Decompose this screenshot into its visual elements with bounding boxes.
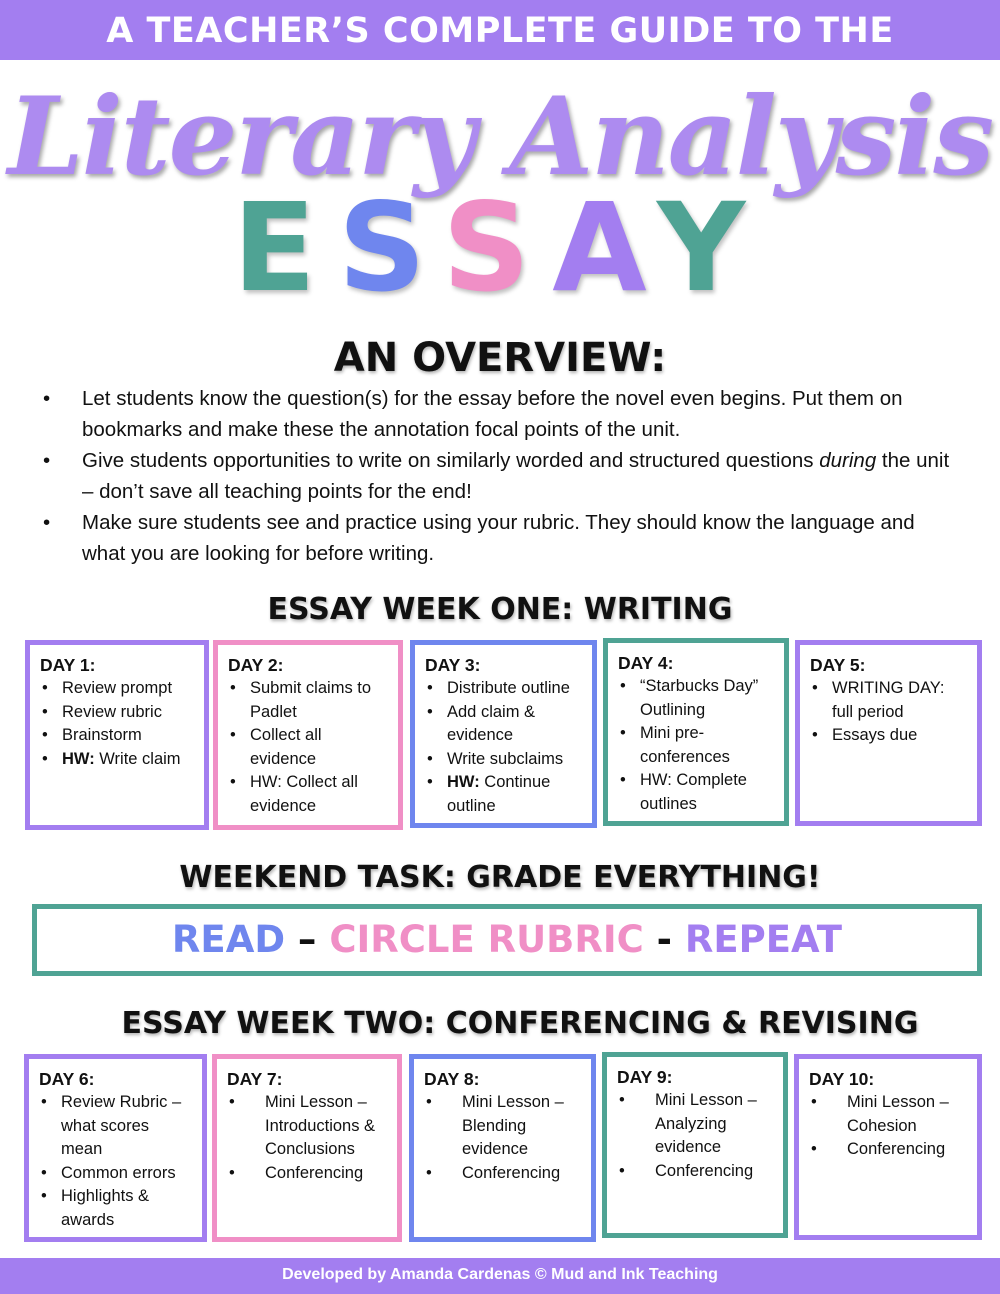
day-card-6 [24,1054,207,1242]
day-card-5 [795,640,982,826]
day-task: • Common errors [39,1162,192,1186]
top-banner: A TEACHER’S COMPLETE GUIDE TO THE [0,0,1000,60]
day-task: • HW: Write claim [40,748,194,772]
day-task: • Review rubric [40,701,194,725]
day-card-10 [794,1054,982,1240]
day-task: • Brainstorm [40,724,194,748]
repeat-label: REPEAT [684,918,843,961]
day-title: DAY 6: [39,1069,95,1089]
overview-item [40,383,950,445]
day-task-list [810,677,967,748]
day-task-list [228,677,388,818]
day-card-8 [409,1054,596,1242]
bullet-icon: • [41,1187,47,1205]
day-task-list [425,677,582,818]
day-task: • WRITING DAY: full period [812,679,945,721]
day-card-4 [603,638,789,826]
bullet-icon: • [427,702,433,721]
essay-letter: Y [657,177,768,319]
bullet-icon: • [43,387,51,410]
day-task: • Distribute outline [425,677,582,701]
day-title: DAY 10: [809,1069,875,1089]
day-task: • Mini Lesson – Analyzing evidence [619,1091,757,1156]
bullet-icon: • [229,1163,235,1182]
day-task-list [618,675,774,816]
day-task-list [617,1089,773,1183]
bullet-icon: • [43,449,51,472]
essay-letter: A [552,177,657,319]
bullet-icon: • [42,702,48,721]
overview-text: Give students opportunities to write on similarly worded and structured questions [82,449,820,472]
day-task: • Collect all evidence [230,726,322,768]
dash-separator: - [643,918,685,961]
day-title: DAY 4: [618,653,674,673]
day-card-7 [212,1054,402,1242]
overview-item [40,507,950,569]
footer-credit: Developed by Amanda Cardenas © Mud and Ink Teaching [0,1258,1000,1294]
overview-item [40,445,950,507]
day-task: • Mini Lesson – Introductions & Conclusions [229,1093,376,1158]
bullet-icon: • [41,1163,47,1182]
bullet-icon: • [229,1093,235,1111]
day-task: • Highlights & awards [41,1187,150,1229]
day-task-list [40,677,194,771]
day-task: • HW: Complete outlines [620,771,747,813]
bullet-icon: • [427,773,433,791]
day-task: • Conferencing [227,1162,387,1186]
bullet-icon: • [42,679,48,697]
overview-list [40,383,950,569]
bullet-icon: • [230,773,236,791]
day-task: • Conferencing [809,1138,967,1162]
day-task: • HW: Continue outline [427,773,551,815]
day-card-9 [602,1052,788,1238]
day-title: DAY 5: [810,655,866,675]
day-card-3 [410,640,597,828]
week-two-heading: ESSAY WEEK TWO: CONFERENCING & REVISING [121,1006,919,1041]
day-card-2 [213,640,403,830]
essay-letter: S [337,177,443,319]
day-task: • Mini Lesson – Blending evidence [426,1093,564,1158]
day-task: • HW: Collect all evidence [230,773,358,815]
day-title: DAY 1: [40,655,96,675]
bullet-icon: • [427,679,433,697]
overview-text: the unit – don’t save all teaching points for the end! [82,449,950,503]
overview-text: Make sure students see and practice using your rubric. They should know the language and what you are looking for before writing. [82,511,915,565]
day-task-list [39,1091,192,1232]
day-task: • Mini pre-conferences [620,724,730,766]
bullet-icon: • [42,749,48,768]
bullet-icon: • [42,726,48,744]
week-one-heading: ESSAY WEEK ONE: WRITING [267,592,733,627]
day-title: DAY 8: [424,1069,480,1089]
read-rubric-repeat-banner [32,904,982,976]
bullet-icon: • [427,749,433,768]
essay-letter: E [232,177,338,319]
day-task-list [227,1091,387,1185]
bullet-icon: • [230,726,236,744]
dash-separator: – [285,918,330,961]
bullet-icon: • [230,679,236,697]
bullet-icon: • [620,771,626,789]
day-title: DAY 9: [617,1067,673,1087]
day-task-list [424,1091,581,1185]
overview-heading: AN OVERVIEW: [333,335,667,381]
day-task: • Add claim & evidence [427,702,536,744]
bullet-icon: • [426,1093,432,1111]
bullet-icon: • [41,1093,47,1111]
day-task: • Review Rubric – what scores mean [41,1093,182,1158]
overview-emphasis: during [819,449,877,472]
overview-text: Let students know the question(s) for the essay before the novel even begins. Put them on bookmarks and make these the annotation focal points of the unit. [82,387,903,441]
day-task: • Submit claims to Padlet [230,679,372,721]
script-title: Literary Analysis [7,74,993,200]
read-label: READ [171,918,286,961]
day-task: • Write subclaims [425,748,582,772]
day-task: • Conferencing [617,1160,773,1184]
essay-title [0,177,1000,319]
bullet-icon: • [426,1163,432,1182]
bullet-icon: • [812,726,818,744]
bullet-icon: • [43,511,51,534]
day-title: DAY 3: [425,655,481,675]
bullet-icon: • [619,1091,625,1109]
bullet-icon: • [619,1161,625,1180]
day-card-1 [25,640,209,830]
circle-rubric-label: CIRCLE RUBRIC [329,918,644,961]
day-task: • “Starbucks Day” Outlining [620,677,759,719]
day-title: DAY 2: [228,655,284,675]
bullet-icon: • [620,724,626,742]
bullet-icon: • [620,677,626,695]
day-task: • Conferencing [424,1162,581,1186]
day-task: • Essays due [810,724,967,748]
bullet-icon: • [812,679,818,697]
bullet-icon: • [811,1140,817,1158]
day-task-list [809,1091,967,1162]
bullet-icon: • [811,1093,817,1111]
day-task: • Mini Lesson – Cohesion [811,1093,949,1135]
day-task: • Review prompt [40,677,194,701]
day-title: DAY 7: [227,1069,283,1089]
essay-letter: S [442,177,553,319]
weekend-heading: WEEKEND TASK: GRADE EVERYTHING! [179,860,821,895]
